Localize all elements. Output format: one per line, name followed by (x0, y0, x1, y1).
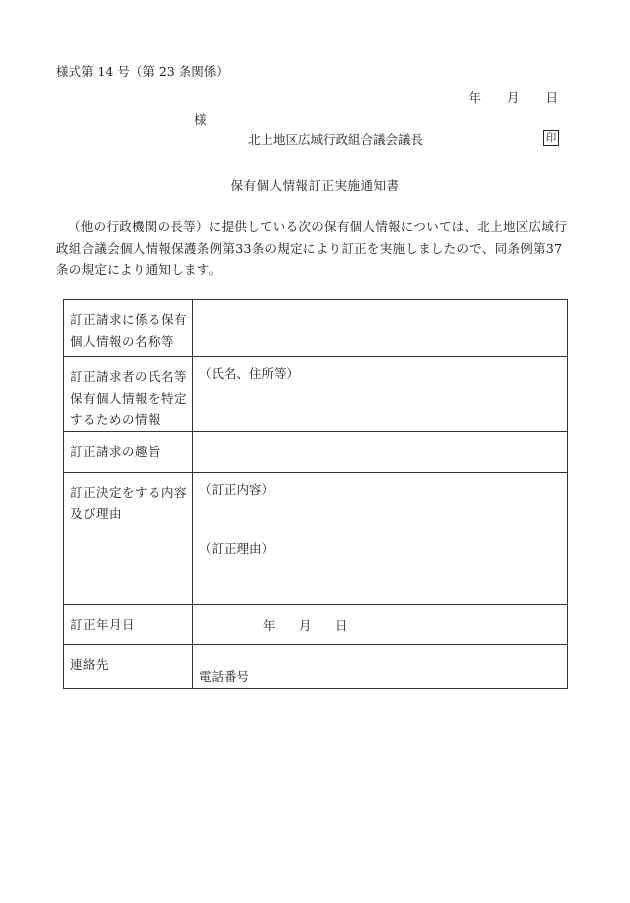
row-label: 連絡先 (64, 644, 193, 688)
row-value (193, 472, 568, 604)
table-row (64, 357, 568, 432)
row-value: （氏名、住所等） (193, 357, 568, 432)
form-number: 様式第 14 号（第 23 条関係） (56, 64, 229, 79)
row-label: 訂正請求の趣旨 (64, 431, 193, 472)
sender-name: 北上地区広域行政組合議会議長 (248, 132, 424, 147)
row-label: 訂正決定をする内容及び理由 (64, 472, 193, 604)
row-label: 訂正請求に係る保有個人情報の名称等 (64, 300, 193, 357)
addressee-suffix: 様 (194, 112, 207, 127)
correction-date-value (193, 604, 568, 644)
form-table (63, 299, 568, 689)
correction-content-label: （訂正内容） (199, 481, 275, 497)
body-text: （他の行政機関の長等）に提供している次の保有個人情報については、北上地区広域行政組合議会個人情報保護条例第33条の規定により訂正を実施しましたので、同条例第37条の規定により通知します。 (56, 219, 567, 277)
document-title: 保有個人情報訂正実施通知書 (230, 178, 400, 193)
contact-value (193, 644, 568, 688)
row-value (193, 300, 568, 357)
table-row (64, 644, 568, 688)
correction-month: 月 (299, 617, 312, 633)
row-label: 訂正請求者の氏名等保有個人情報を特定するための情報 (64, 357, 193, 432)
row-value (193, 431, 568, 472)
table-row (64, 431, 568, 472)
correction-year: 年 (263, 617, 276, 633)
phone-number-label: 電話番号 (199, 668, 250, 684)
seal-mark: 印 (543, 130, 559, 146)
correction-day: 日 (335, 617, 348, 633)
table-row (64, 300, 568, 357)
row-label: 訂正年月日 (64, 604, 193, 644)
date-day: 日 (545, 90, 558, 105)
table-row (64, 604, 568, 644)
date-line (468, 88, 558, 106)
table-row (64, 472, 568, 604)
date-year: 年 (468, 90, 481, 105)
correction-reason-label: （訂正理由） (199, 541, 275, 556)
date-month: 月 (506, 90, 520, 105)
